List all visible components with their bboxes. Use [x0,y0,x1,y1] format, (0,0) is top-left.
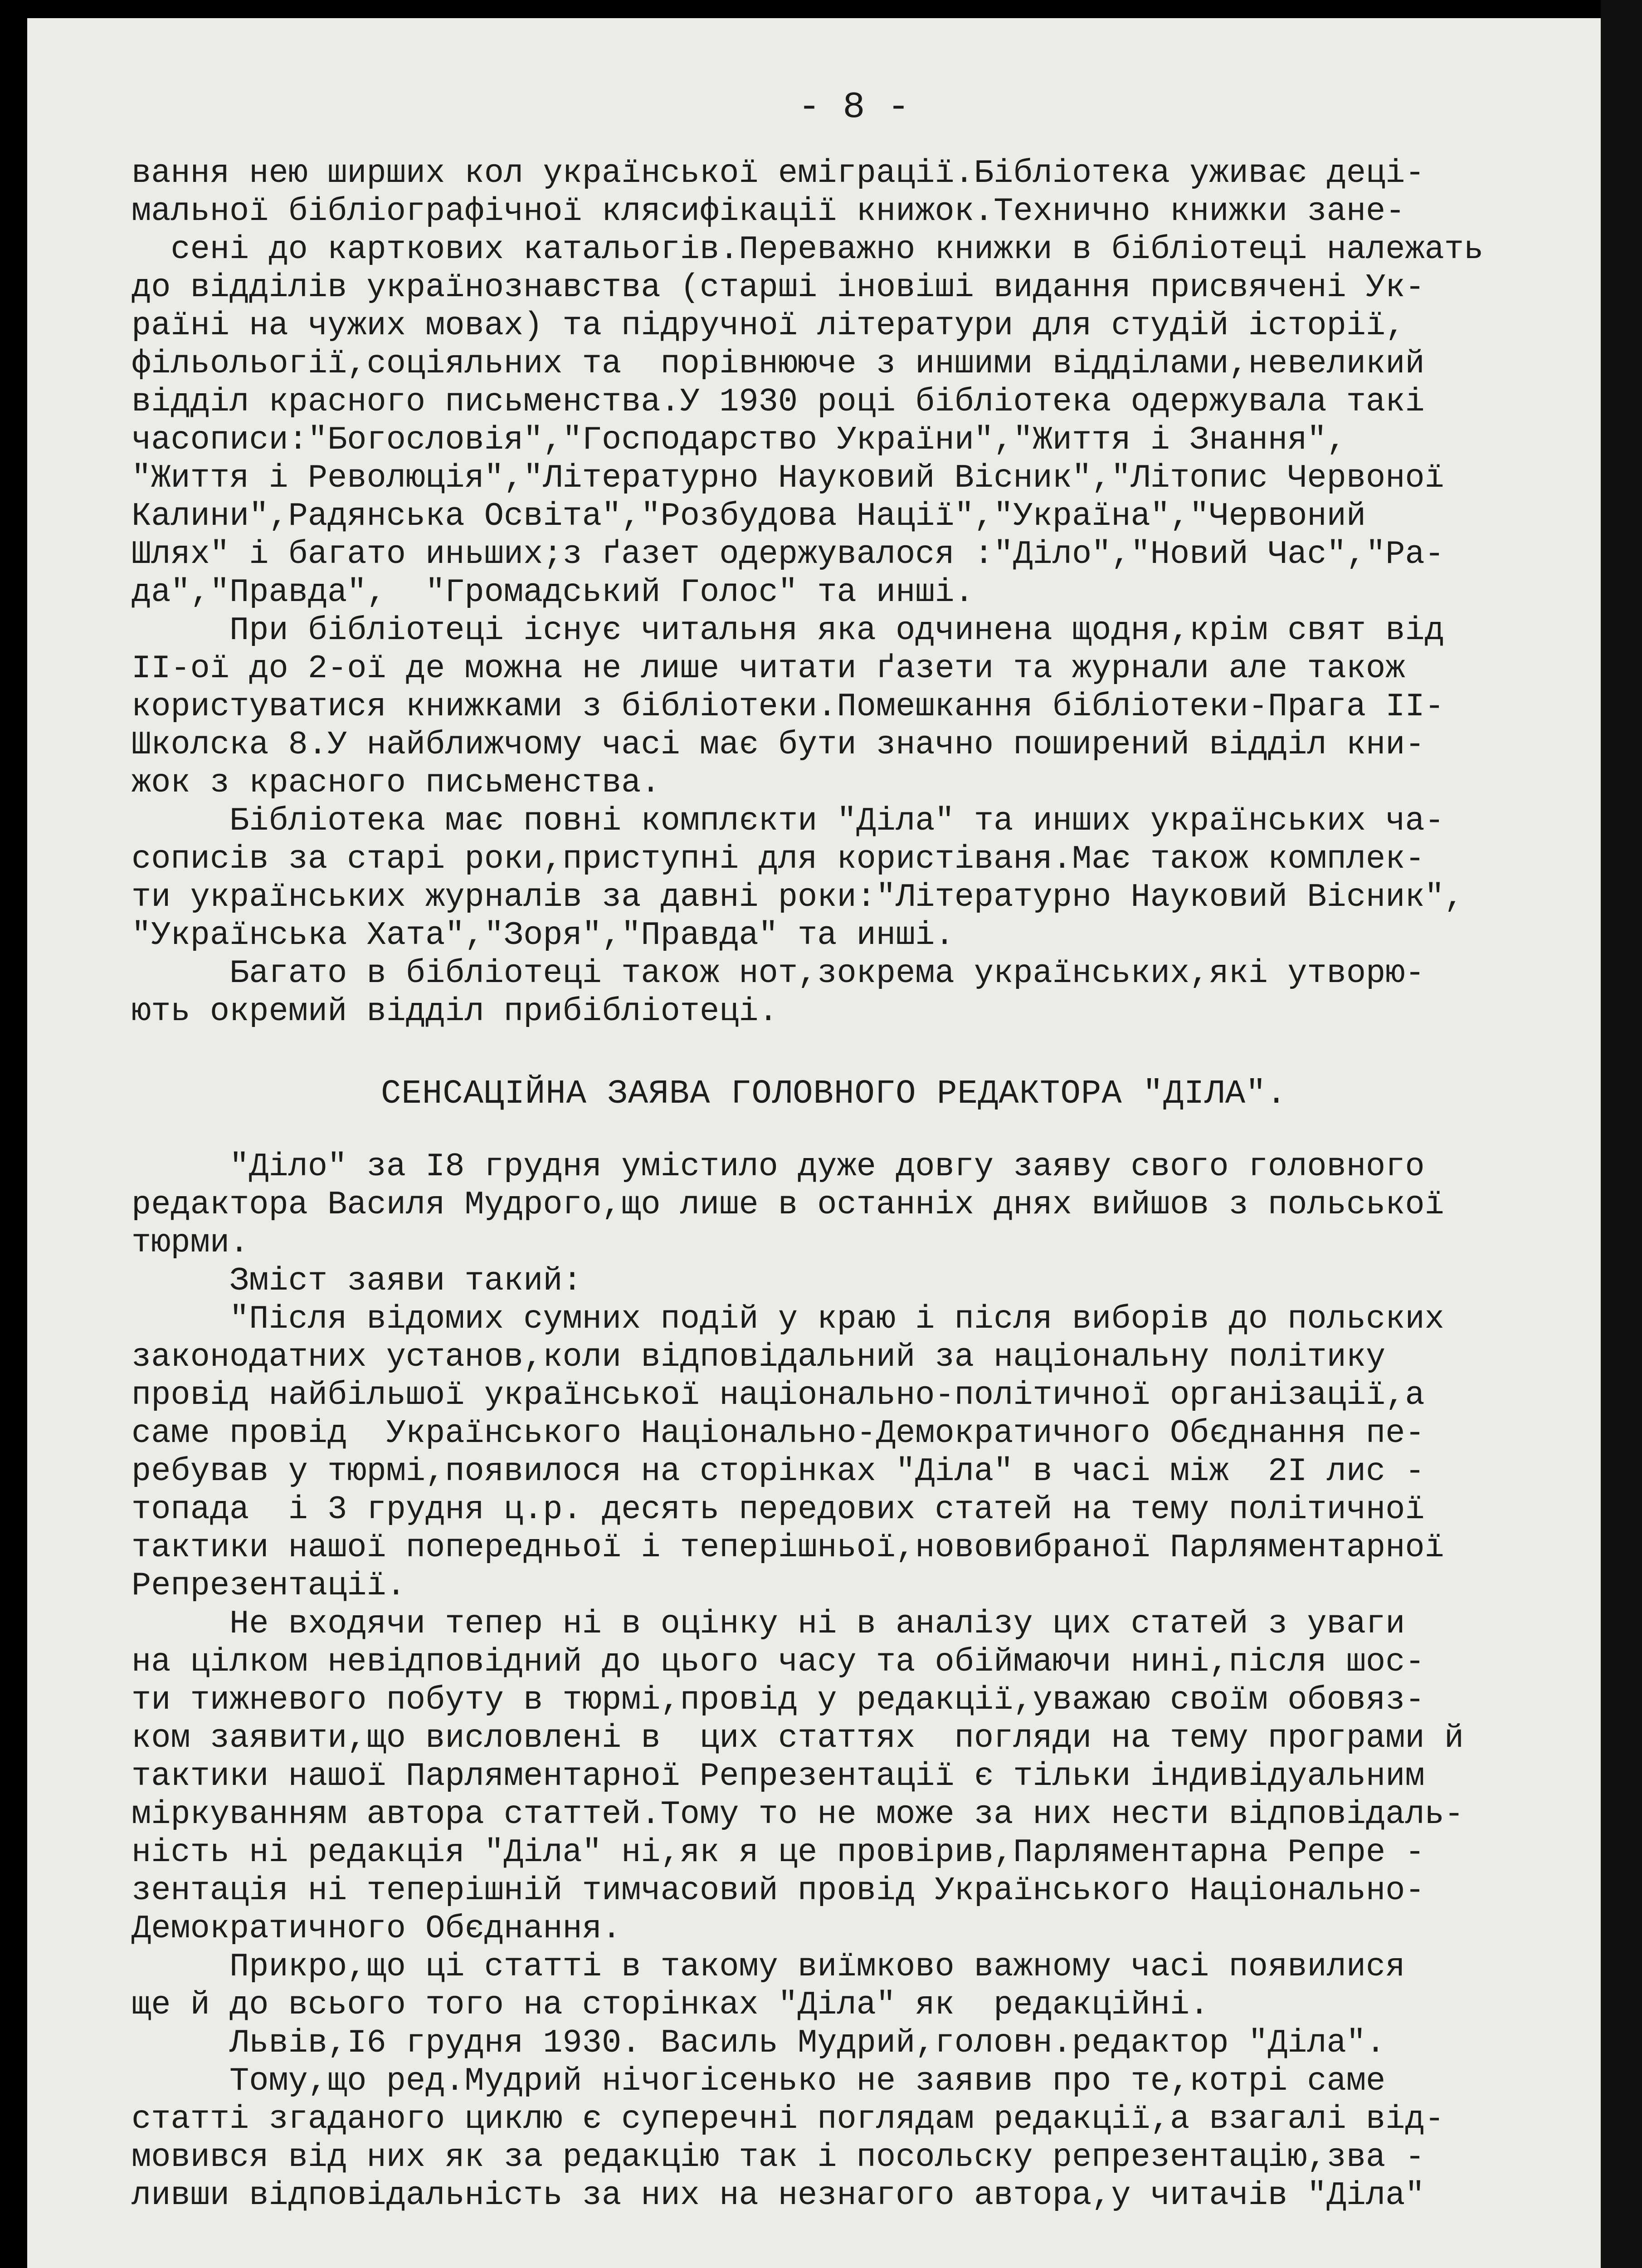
text-line: "Діло" за I8 грудня умістило дуже довгу заяву свого головного [132,1148,1425,1185]
scanned-page [27,18,1601,2268]
text-line: "Після відомих сумних подій у краю і після виборів до польских [132,1300,1444,1338]
text-line: Школска 8.У найближчому часі має бути значно поширений відділ кни- [132,726,1425,763]
text-line: міркуванням автора статтей.Тому то не може за них нести відповідаль- [132,1796,1464,1833]
text-line: сені до карткових катальогів.Переважно книжки в бібліотеці належать [132,231,1484,268]
text-line: да","Правда", "Громадський Голос" та инші. [132,574,974,611]
text-line: вання нею ширших кол української еміграції.Бібліотека уживає деці- [132,155,1425,192]
text-line: мовився від них як за редакцію так і посольску репрезентацію,зва - [132,2139,1425,2176]
page-number: - 8 - [798,86,910,128]
text-line: ти українських журналів за давні роки:"Літературно Науковий Вісник", [132,879,1464,916]
text-line: законодатних установ,коли відповідальний за національну політику [132,1339,1386,1376]
text-line: II-ої до 2-ої де можна не лише читати ґазети та журнали але також [132,650,1405,687]
text-line: провід найбільшої української національно-політичної організації,а [132,1377,1425,1414]
text-line: сописів за старі роки,приступні для користіваня.Має також комплек- [132,841,1425,878]
text-line: Бібліотека має повні комплєкти "Діла" та инших українських ча- [132,802,1444,840]
text-line: користуватися книжками з бібліотеки.Помешкання бібліотеки-Прага II- [132,688,1444,725]
text-line: відділ красного письменства.У 1930 році бібліотека одержувала такі [132,383,1425,420]
text-line: топада і 3 грудня ц.р. десять передових статей на тему політичної [132,1491,1425,1528]
text-line: ком заявити,що висловлені в цих статтях погляди на тему програми й [132,1720,1464,1757]
text-line: зентація ні теперішній тимчасовий провід Українського Національно- [132,1872,1425,1909]
text-line: ще й до всього того на сторінках "Діла" як редакційні. [132,1986,1209,2024]
section-statement-text [132,1148,1583,2214]
text-line: мальної бібліографічної клясифікації книжок.Технично книжки зане- [132,193,1405,230]
text-line: ти тижневого побуту в тюрмі,провід у редакції,уважаю своїм обовяз- [132,1681,1425,1719]
text-line: Не входячи тепер ні в оцінку ні в аналізу цих статей з уваги [132,1605,1405,1642]
text-line: на цілком невідповідний до цього часу та обіймаючи нині,після шос- [132,1643,1425,1681]
text-line: Калини",Радянська Освіта","Розбудова Нації","Україна","Червоний [132,498,1366,535]
text-line: Багато в бібліотеці також нот,зокрема українських,які утворю- [132,955,1425,992]
text-line: ність ні редакція "Діла" ні,як я це провірив,Парляментарна Репре - [132,1834,1425,1871]
text-line: раїні на чужих мовах) та підручної літератури для студій історії, [132,307,1405,344]
text-line: Прикро,що ці статті в такому виїмково важному часі появилися [132,1948,1405,1985]
section-heading: СЕНСАЦІЙНА ЗАЯВА ГОЛОВНОГО РЕДАКТОРА "ДІЛА". [381,1075,1287,1113]
text-line: Львів,I6 грудня 1930. Василь Мудрий,головн.редактор "Діла". [132,2024,1386,2062]
text-line: часописи:"Богословія","Господарство України","Життя і Знання", [132,421,1346,459]
text-line: Тому,що ред.Мудрий нічогісенько не заявив про те,котрі саме [132,2063,1386,2100]
text-line: ребував у тюрмі,появилося на сторінках "Діла" в часі між 2I лис - [132,1453,1425,1490]
text-line: тактики нашої попередньої і теперішньої,нововибраної Парляментарної [132,1529,1444,1566]
text-line: редактора Василя Мудрого,що лише в останніх днях вийшов з польської [132,1186,1444,1223]
text-line: саме провід Українського Національно-Демократичного Обєднання пе- [132,1415,1425,1452]
text-line: ють окремий відділ прибібліотеці. [132,993,778,1030]
text-line: ливши відповідальність за них на незнагого автора,у читачів "Діла" [132,2177,1425,2214]
text-line: Шлях" і багато иньших;з ґазет одержувалося :"Діло","Новий Час","Ра- [132,536,1444,573]
scan-border [1601,0,1642,2268]
section-library-text [132,154,1583,1031]
text-line: статті згаданого циклю є суперечні поглядам редакції,а взагалі від- [132,2101,1444,2138]
text-line: жок з красного письменства. [132,764,661,802]
text-line: Зміст заяви такий: [132,1262,582,1300]
text-line: При бібліотеці існує читальня яка одчинена щодня,крім свят від [132,612,1444,649]
text-line: до відділів українознавства (старші іновіші видання присвячені Ук- [132,269,1425,306]
text-line: фільольогії,соціяльних та порівнююче з иншими відділами,невеликий [132,345,1425,382]
text-line: тюрми. [132,1224,249,1261]
text-line: "Українська Хата","Зоря","Правда" та инші. [132,917,955,954]
text-line: тактики нашої Парляментарної Репрезентації є тільки індивідуальним [132,1758,1425,1795]
text-line: Репрезентації. [132,1567,406,1604]
text-line: "Життя і Революція","Літературно Науковий Вісник","Літопис Червоної [132,459,1444,497]
text-line: Демократичного Обєднання. [132,1910,622,1947]
